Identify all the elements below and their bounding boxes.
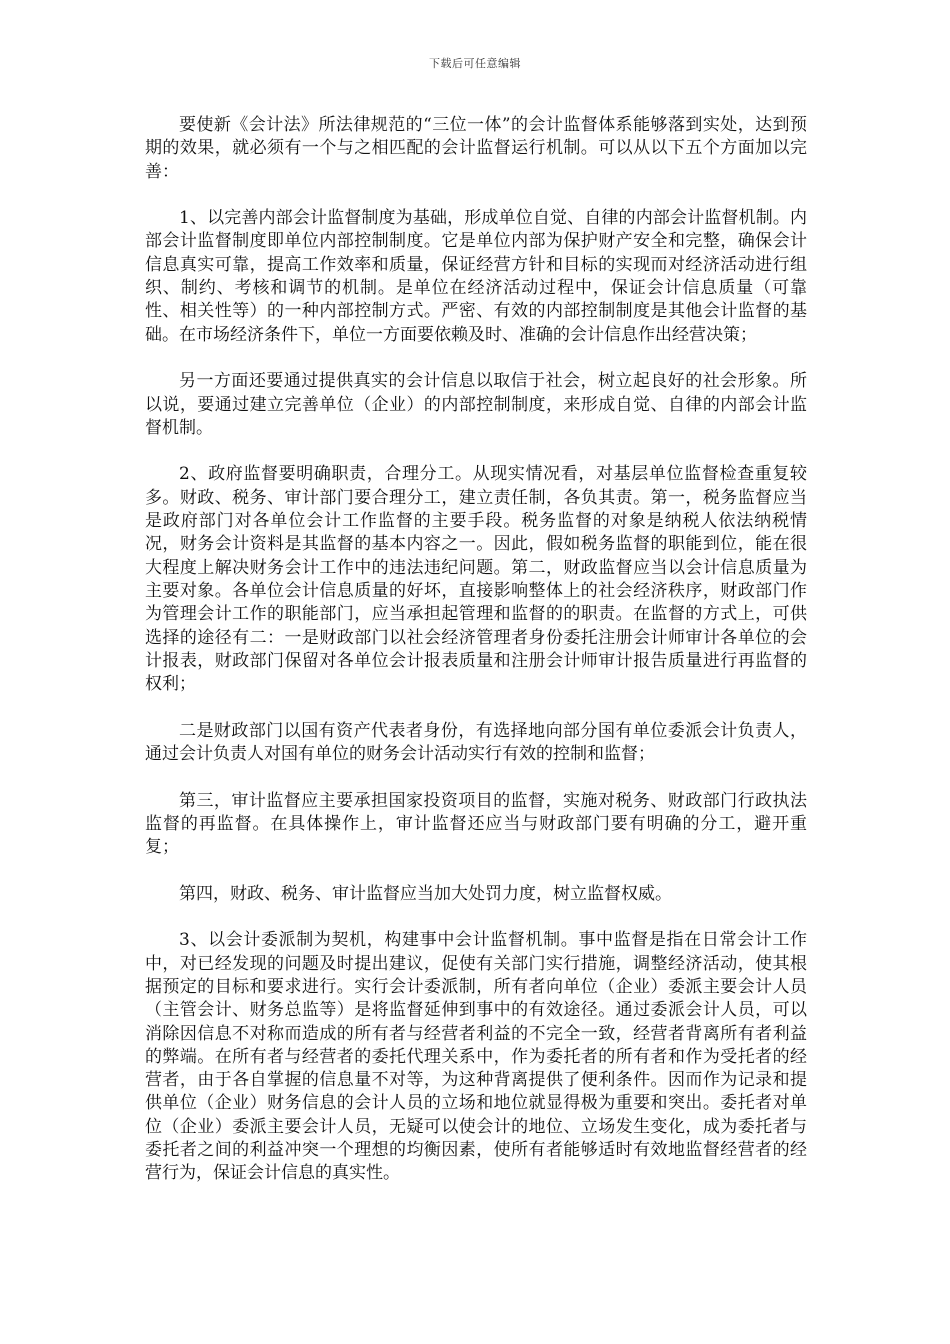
document-body bbox=[145, 114, 807, 1209]
paragraph-finance-delegation: 二是财政部门以国有资产代表者身份，有选择地向部分国有单位委派会计负责人，通过会计负责人对国有单位的财务会计活动实行有效的控制和监督； bbox=[145, 720, 807, 765]
paragraph-accounting-delegation: 3、以会计委派制为契机，构建事中会计监督机制。事中监督是指在日常会计工作中，对已经发现的问题及时提出建议，促使有关部门实行措施，调整经济活动，使其根据预定的目标和要求进行。实行会计委派制，所有者向单位（企业）委派主要会计人员（主管会计、财务总监等）是将监督延伸到事中的有效途径。通过委派会计人员，可以消除因信息不对称而造成的所有者与经营者利益的不完全一致，经营者背离所有者利益的弊端。在所有者与经营者的委托代理关系中，作为委托者的所有者和作为受托者的经营者，由于各自掌握的信息量不对等，为这种背离提供了便利条件。因而作为记录和提供单位（企业）财务信息的会计人员的立场和地位就显得极为重要和突出。委托者对单位（企业）委派主要会计人员，无疑可以使会计的地位、立场发生变化，成为委托者与委托者之间的利益冲突一个理想的均衡因素，使所有者能够适时有效地监督经营者的经营行为，保证会计信息的真实性。 bbox=[145, 930, 807, 1184]
page-header: 下载后可任意编辑 bbox=[429, 57, 521, 70]
paragraph-penalty: 第四，财政、税务、审计监督应当加大处罚力度，树立监督权威。 bbox=[179, 883, 672, 904]
paragraph-intro: 要使新《会计法》所法律规范的“三位一体”的会计监督体系能够落到实处，达到预期的效果，就必须有一个与之相匹配的会计监督运行机制。可以从以下五个方面加以完善： bbox=[145, 115, 807, 182]
paragraph-audit-supervision: 第三，审计监督应主要承担国家投资项目的监督，实施对税务、财政部门行政执法监督的再监督。在具体操作上，审计监督还应当与财政部门要有明确的分工，避开重复； bbox=[145, 790, 807, 858]
paragraph-government-supervision: 2、政府监督要明确职责，合理分工。从现实情况看，对基层单位监督检查重复较多。财政、税务、审计部门要合理分工，建立责任制，各负其责。第一，税务监督应当是政府部门对各单位会计工作监督的主要手段。税务监督的对象是纳税人依法纳税情况，财务会计资料是其监督的基本内容之一。因此，假如税务监督的职能到位，能在很大程度上解决财务会计工作中的违法违纪问题。第二，财政监督应当以会计信息质量为主要对象。各单位会计信息质量的好坏，直接影响整体上的社会经济秩序，财政部门作为管理会计工作的职能部门，应当承担起管理和监督的的职责。在监督的方式上，可供选择的途径有二：一是财政部门以社会经济管理者身份委托注册会计师审计各单位的会计报表，财政部门保留对各单位会计报表质量和注册会计师审计报告质量进行再监督的权利； bbox=[145, 464, 807, 695]
paragraph-internal-supervision: 1、以完善内部会计监督制度为基础，形成单位自觉、自律的内部会计监督机制。内部会计监督制度即单位内部控制制度。它是单位内部为保护财产安全和完整，确保会计信息真实可靠，提高工作效率和质量，保证经营方针和目标的实现而对经济活动进行组织、制约、考核和调节的机制。是单位在经济活动过程中，保证会计信息质量（可靠性、相关性等）的一种内部控制方式。严密、有效的内部控制制度是其他会计监督的基础。在市场经济条件下，单位一方面要依赖及时、准确的会计信息作出经营决策； bbox=[145, 208, 807, 345]
paragraph-internal-supervision-cont: 另一方面还要通过提供真实的会计信息以取信于社会，树立起良好的社会形象。所以说，要通过建立完善单位（企业）的内部控制制度，来形成自觉、自律的内部会计监督机制。 bbox=[145, 371, 807, 438]
